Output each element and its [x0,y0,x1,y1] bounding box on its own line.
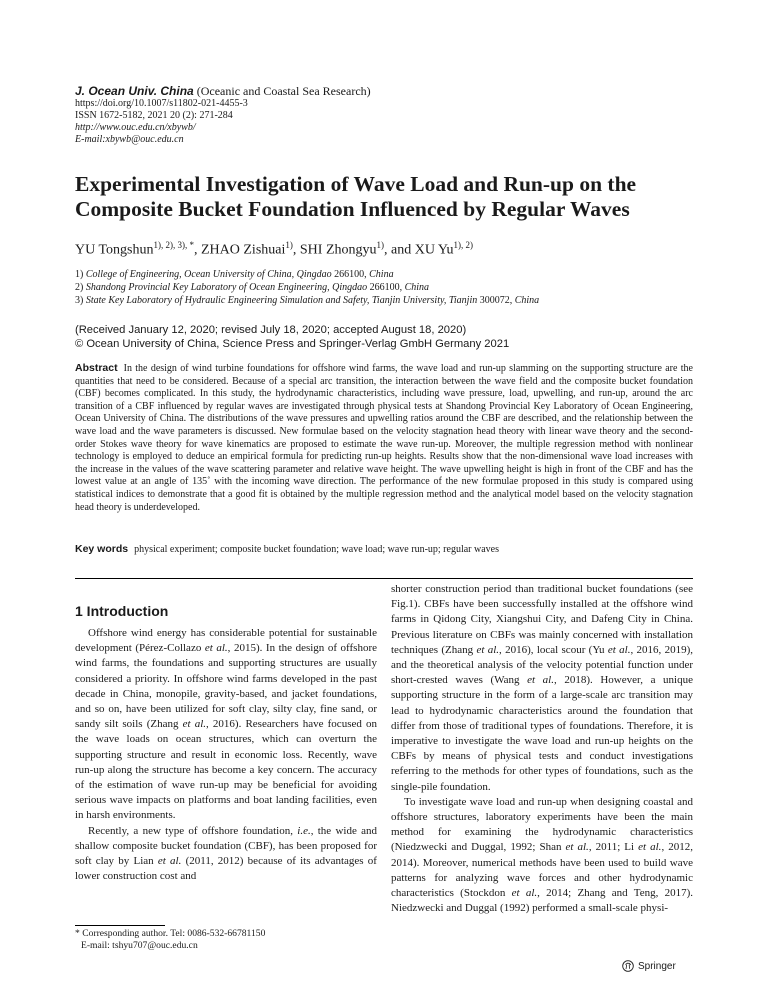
paragraph [391,582,693,795]
affiliation-number: 1) [75,269,84,280]
affiliation-country: China [369,269,394,280]
affiliation [75,281,715,294]
journal-full: (Oceanic and Coastal Sea Research) [196,84,371,98]
journal-header [75,84,695,146]
affiliation-institution: Shandong Provincial Key Laboratory of Ocean Engineering, Qingdao [85,282,368,293]
text-run: Offshore wind energy has considerable potential for sustainable development (Pérez-Collazo [75,627,377,655]
keywords-label: Key words [75,543,129,555]
footnote-rule [75,925,165,926]
author-email: E-mail: tshyu707@ouc.edu.cn [81,940,198,951]
author-separator: , and [384,242,415,258]
text-run: (2011, 2012) because of its advantages of lower construction cost and [75,855,377,883]
publication-history [75,323,715,351]
text-run: , 2015). In the design of offshore wind farms, the foundations and supporting structures are usually considered a priority. In offshore wind farms developed in the past decade in China, monopile, gravity-based, and jacket foundations, and so on, have been utilized for soft clay, silty clay, fine sand, or sandy silt soils (Zhang [75,642,378,731]
issn: ISSN 1672-5182, 2021 20 (2): 271-284 [75,110,233,121]
keywords-text: physical experiment; composite bucket foundation; wave load; wave run-up; regular waves [134,544,499,555]
italic-text-run: et al. [607,643,631,656]
text-run: , 2014; Zhang and Teng, 2017). Niedzwecki and Duggal (1992) performed a small-scale physi- [391,887,693,915]
italic-text-run: et al. [182,718,207,731]
affiliation-country: China [514,295,540,306]
footnote [75,928,377,952]
affiliation-list [75,268,715,307]
affiliation-country: China [404,282,430,293]
author-separator: , [292,242,300,258]
affiliation-postcode: 266100, [334,269,367,280]
journal-title [75,84,695,98]
italic-text-run: i.e. [297,824,311,837]
author-affiliation-marks: 1), 2) [453,240,473,250]
text-run: , 2016). Researchers have focused on the wave loads on ocean structures, which can overturn the supporting structure and result in economic loss. Recently, wave run-up along the structure has become a key concern. The accuracy of the estimation of wave run-up may be beneficial for avoiding serious wave impacts on platforms and boat landing facilities, even in harsh environments. [75,718,377,822]
text-run: Recently, a new type of offshore foundation, [88,824,298,837]
abstract-text: In the design of wind turbine foundations for offshore wind farms, the wave load and run-up slamming on the supporting structure are the quantities that need to be considered. Because of a special arc transition, the interaction between the wave field and the composite bucket foundation (CBF) becomes complicated. In this study, the hydrodynamic characteristics, including wave pressure, load, upwelling, and run-up, around the arc transition of a CBF influenced by regular waves are investigated through physical tests at Shandong Provincial Key Laboratory of Ocean Engineering, Ocean University of China. The distributions of the wave pressures and upwelling ratios around the CBF are described, and the relationship between the wave load and the wave parameters is discussed. New formulae based on the velocity stagnation head theory with linear wave theory and the second-order Stokes wave theory for wave kinematics are proposed to estimate the wave run-up. Moreover, the multiple regression method with nonlinear technology is employed to deduce an empirical formula for predicting run-up heights. Results show that the non-dimensional wave load increases with the increase in the values of the wave scattering parameter and relative wave height. The wave upwelling height is high in front of the CBF and has the lowest value at an angle of 135˚ with the incoming wave direction. The performance of the new formulae proposed in this study is compared using statistical indices to demonstrate that a good fit is obtained by the multiple regression method and the analytical model based on the velocity stagnation head theory is underdeveloped. [75,363,693,513]
author-name: YU Tongshun [75,242,154,258]
text-run: , 2011; Li [588,841,639,854]
left-column [75,602,377,884]
publisher-mark [622,960,676,972]
copyright-line: © Ocean University of China, Science Press and Springer-Verlag GmbH Germany 2021 [75,338,510,350]
italic-text-run: et al. [157,855,182,868]
author-list [75,236,695,260]
italic-text-run: et al. [527,674,554,687]
journal-abbr: J. Ocean Univ. China [75,84,194,98]
text-run: , the wide and shallow composite bucket foundation (CBF), has been proposed for soft clay by Lian [75,824,378,868]
author-separator: , [194,242,201,258]
text-run: , 2016), local scour (Yu [499,643,608,656]
publisher-name: Springer [638,960,676,972]
abstract [75,362,693,514]
italic-text-run: et al. [565,841,589,854]
author-name: ZHAO Zishuai [201,242,286,258]
right-column [391,582,693,916]
received-dates: (Received January 12, 2020; revised July 18, 2020; accepted August 18, 2020) [75,324,467,336]
author-affiliation-marks: 1) [376,240,385,250]
text-run: shorter construction period than traditional bucket foundations (see Fig.1). CBFs have been successfully installed at the offshore wind farms in Qidong City, Xiangshui City, and Dafeng City in China. Previous literature on CBFs was mainly concerned with installation techniques (Zhang [391,583,693,656]
author-affiliation-marks: 1), 2), 3), * [153,240,194,250]
abstract-label: Abstract [75,362,118,374]
section-divider [75,578,693,579]
affiliation-institution: State Key Laboratory of Hydraulic Engineering Simulation and Safety, Tianjin University, Tianjin [85,295,478,306]
keywords [75,543,693,556]
affiliation-institution: College of Engineering, Ocean University of China, Qingdao [85,269,332,280]
paragraph [75,824,377,885]
website-link[interactable]: http://www.ouc.edu.cn/xbywb/ [75,122,196,133]
italic-text-run: et al. [476,643,500,656]
springer-horse-icon [622,960,634,972]
section-heading: 1 Introduction [75,603,169,619]
author-name: XU Yu [414,242,454,258]
text-run: , 2012, 2014). Moreover, numerical methods have been used to build wave patterns for analyzing wave forces and other hydrodynamic characteristics (Stockdon [391,841,693,900]
journal-email[interactable]: E-mail:xbywb@ouc.edu.cn [75,134,184,145]
italic-text-run: et al. [638,841,662,854]
text-run: To investigate wave load and run-up when designing coastal and offshore structures, laboratory experiments have been the main method for examining the hydrodynamic characteristics (Niedzwecki and Duggal, 1992; Shan [391,795,693,854]
affiliation-number: 3) [75,295,84,306]
affiliation-number: 2) [75,282,84,293]
paragraph [75,626,377,824]
author-name: SHI Zhongyu [299,242,377,258]
affiliation [75,294,715,307]
affiliation-postcode: 300072, [479,295,513,306]
corresponding-author: * Corresponding author. Tel: 0086-532-66781150 [75,928,266,939]
text-run: , 2016, 2019), and the theoretical analysis of the velocity potential function under short-crested waves (Wang [391,643,694,687]
text-run: , 2018). However, a unique supporting structure in the form of a large-scale arc transition may lead to hydrodynamic characteristics around the foundation that differ from those of traditional types of foundations. Therefore, it is imperative to investigate the wave load and run-up heights on the CBFs by means of physical tests and conduct investigations referring to the methods for other types of foundations, such as the single-pile foundation. [391,674,693,793]
italic-text-run: et al. [511,887,538,900]
affiliation [75,268,715,281]
affiliation-postcode: 266100, [369,282,403,293]
paragraph [391,795,693,917]
italic-text-run: et al. [204,642,228,655]
paper-title: Experimental Investigation of Wave Load and Run-up on the Composite Bucket Foundation Influenced by Regular Waves [75,172,637,221]
author-affiliation-marks: 1) [285,240,293,250]
doi-link[interactable]: https://doi.org/10.1007/s11802-021-4455-3 [75,98,248,109]
